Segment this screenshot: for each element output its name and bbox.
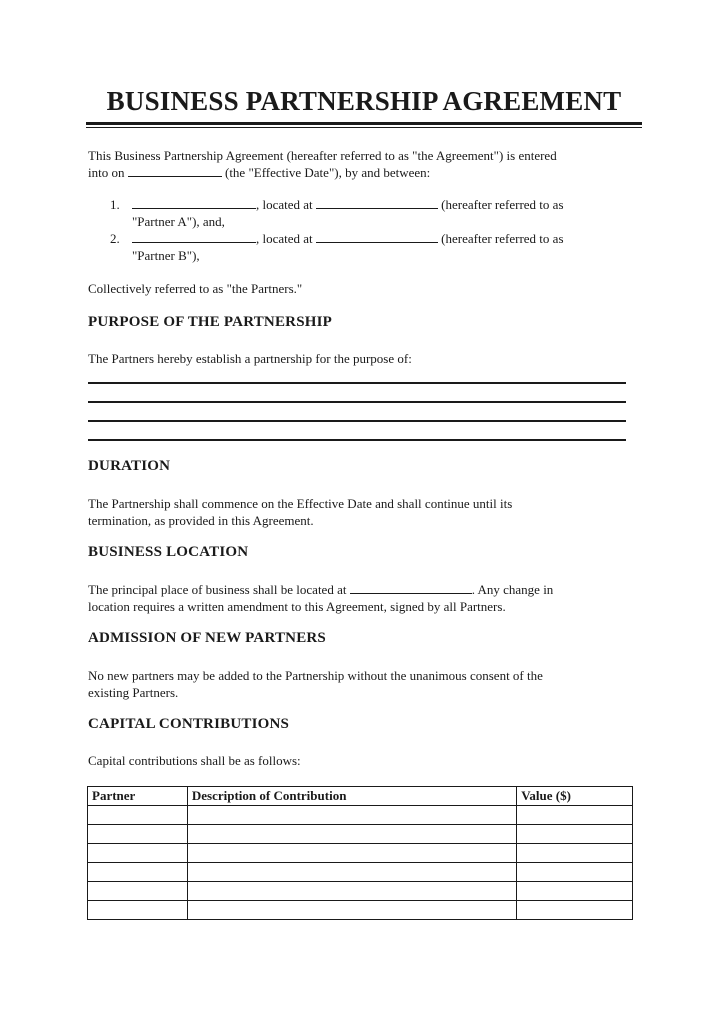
location-line-2: location requires a written amendment to this Agreement, signed by all Partners. xyxy=(88,599,506,614)
purpose-heading: PURPOSE OF THE PARTNERSHIP xyxy=(88,314,333,330)
partner-a-number: 1. xyxy=(110,197,120,212)
document-title: BUSINESS PARTNERSHIP AGREEMENT xyxy=(106,86,622,116)
table-cell-description[interactable] xyxy=(187,806,516,825)
table-cell-value[interactable] xyxy=(517,882,633,901)
partner-b-ref: (hereafter referred to as xyxy=(441,231,564,246)
partner-b-located: , located at xyxy=(256,231,313,246)
title-rule-thick xyxy=(86,122,642,125)
admission-line-2: existing Partners. xyxy=(88,685,179,700)
table-cell-partner[interactable] xyxy=(88,863,188,882)
duration-line-1: The Partnership shall commence on the Effective Date and shall continue until its xyxy=(88,496,513,511)
capital-heading: CAPITAL CONTRIBUTIONS xyxy=(88,716,290,732)
partner-a-ref: (hereafter referred to as xyxy=(441,197,564,212)
table-cell-description[interactable] xyxy=(187,825,516,844)
effective-date-blank[interactable] xyxy=(128,164,222,177)
admission-paragraph xyxy=(88,667,628,701)
partner-b-ref-2: "Partner B"), xyxy=(132,248,200,263)
location-address-blank[interactable] xyxy=(350,581,472,594)
table-cell-value[interactable] xyxy=(517,806,633,825)
table-row xyxy=(88,825,633,844)
partner-a-address-blank[interactable] xyxy=(316,196,438,209)
table-cell-description[interactable] xyxy=(187,863,516,882)
admission-line-1: No new partners may be added to the Partnership without the unanimous consent of the xyxy=(88,668,543,683)
collectively-text: Collectively referred to as "the Partners." xyxy=(88,281,303,296)
capital-contributions-table xyxy=(87,786,633,920)
table-cell-partner[interactable] xyxy=(88,901,188,920)
table-cell-description[interactable] xyxy=(187,882,516,901)
header-description: Description of Contribution xyxy=(187,787,516,806)
title-rule-thin xyxy=(86,127,642,128)
table-cell-value[interactable] xyxy=(517,825,633,844)
intro-paragraph xyxy=(88,147,628,181)
table-cell-description[interactable] xyxy=(187,844,516,863)
partner-a-located: , located at xyxy=(256,197,313,212)
header-value: Value ($) xyxy=(517,787,633,806)
table-cell-value[interactable] xyxy=(517,901,633,920)
table-cell-partner[interactable] xyxy=(88,806,188,825)
table-header-row xyxy=(88,787,633,806)
purpose-writing-line-1[interactable] xyxy=(88,382,626,384)
intro-line-2 xyxy=(88,164,628,181)
admission-heading: ADMISSION OF NEW PARTNERS xyxy=(88,630,326,646)
table-cell-value[interactable] xyxy=(517,844,633,863)
table-row xyxy=(88,863,633,882)
duration-line-2: termination, as provided in this Agreement. xyxy=(88,513,314,528)
location-line-1b: . Any change in xyxy=(471,582,554,597)
table-row xyxy=(88,901,633,920)
location-heading: BUSINESS LOCATION xyxy=(88,544,249,560)
purpose-writing-line-3[interactable] xyxy=(88,420,626,422)
partner-b-number: 2. xyxy=(110,231,120,246)
purpose-writing-line-2[interactable] xyxy=(88,401,626,403)
location-paragraph xyxy=(88,581,628,615)
table-cell-value[interactable] xyxy=(517,863,633,882)
table-cell-partner[interactable] xyxy=(88,825,188,844)
purpose-writing-line-4[interactable] xyxy=(88,439,626,441)
purpose-text: The Partners hereby establish a partnership for the purpose of: xyxy=(88,351,412,366)
intro-line-1: This Business Partnership Agreement (hereafter referred to as "the Agreement") is entered xyxy=(88,148,557,163)
duration-paragraph xyxy=(88,495,628,529)
duration-heading: DURATION xyxy=(88,458,171,474)
partner-a-name-blank[interactable] xyxy=(132,196,256,209)
table-cell-partner[interactable] xyxy=(88,844,188,863)
partner-b-name-blank[interactable] xyxy=(132,230,256,243)
partner-b-address-blank[interactable] xyxy=(316,230,438,243)
table-row xyxy=(88,806,633,825)
intro-into-on: into on xyxy=(88,165,125,180)
table-row xyxy=(88,882,633,901)
table-row xyxy=(88,844,633,863)
intro-effective-date: (the "Effective Date"), by and between: xyxy=(224,165,431,180)
table-cell-description[interactable] xyxy=(187,901,516,920)
partner-a-ref-2: "Partner A"), and, xyxy=(132,214,225,229)
capital-text: Capital contributions shall be as follows: xyxy=(88,753,301,768)
table-cell-partner[interactable] xyxy=(88,882,188,901)
location-line-1a: The principal place of business shall be located at xyxy=(88,582,347,597)
header-partner: Partner xyxy=(88,787,188,806)
